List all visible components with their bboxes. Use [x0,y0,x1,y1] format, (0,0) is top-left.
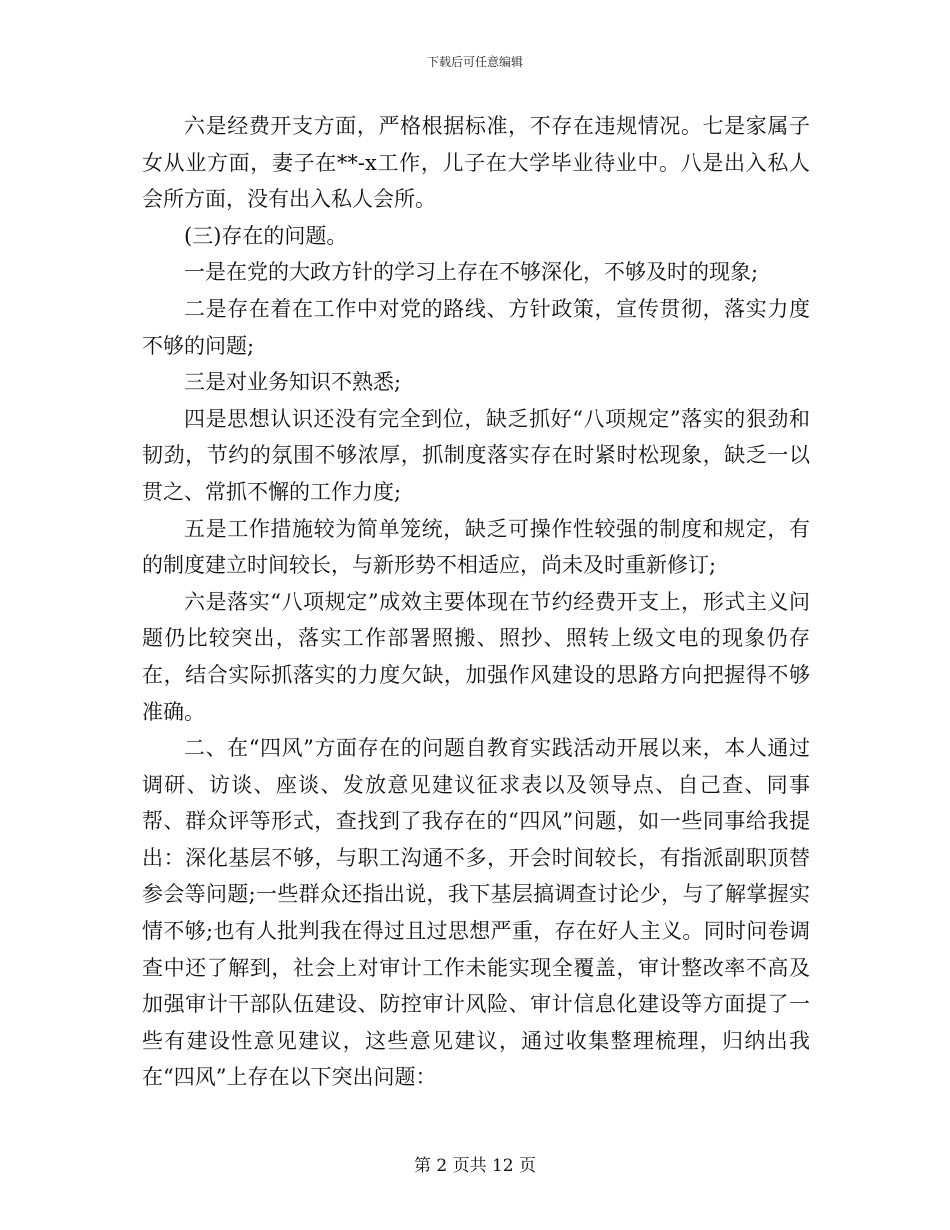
paragraph-problem-5: 五是工作措施较为简单笼统，缺乏可操作性较强的制度和规定，有的制度建立时间较长，与新形势不相适应，尚未及时重新修订; [142,516,810,578]
paragraph-problem-2: 二是存在着在工作中对党的路线、方针政策，宣传贯彻，落实力度不够的问题; [142,296,810,358]
paragraph-four-winds-section: 二、在“四风”方面存在的问题自教育实践活动开展以来，本人通过调研、访谈、座谈、发放意见建议征求表以及领导点、自己查、同事帮、群众评等形式，查找到了我存在的“四风”问题，如一些同事给我提出：深化基层不够，与职工沟通不多，开会时间较长，有指派副职顶替参会等问题;一些群众还指出说，我下基层搞调查讨论少，与了解掌握实情不够;也有人批判我在得过且过思想严重，存在好人主义。同时问卷调查中还了解到，社会上对审计工作未能实现全覆盖，审计整改率不高及加强审计干部队伍建设、防控审计风险、审计信息化建设等方面提了一些有建设性意见建议，这些意见建议，通过收集整理梳理，归纳出我在“四风”上存在以下突出问题： [142,736,810,1090]
paragraph-problem-1: 一是在党的大政方针的学习上存在不够深化，不够及时的现象; [184,260,759,285]
paragraph-problem-3: 三是对业务知识不熟悉; [184,370,402,395]
paragraph-problem-4: 四是思想认识还没有完全到位，缺乏抓好“八项规定”落实的狠劲和韧劲，节约的氛围不够浓厚，抓制度落实存在时紧时松现象，缺乏一以贯之、常抓不懈的工作力度; [142,406,810,504]
page-header-note: 下载后可任意编辑 [426,55,523,69]
page-number: 第 2 页共 12 页 [413,1156,537,1176]
paragraph-expense-family-club: 六是经费开支方面，严格根据标准，不存在违规情况。七是家属子女从业方面，妻子在**-x工作，儿子在大学毕业待业中。八是出入私人会所方面，没有出入私人会所。 [142,114,810,212]
paragraph-problem-6: 六是落实“八项规定”成效主要体现在节约经费开支上，形式主义问题仍比较突出，落实工作部署照搬、照抄、照转上级文电的现象仍存在，结合实际抓落实的力度欠缺，加强作风建设的思路方向把握得不够准确。 [142,589,810,724]
paragraph-section-problems-heading: (三)存在的问题。 [184,223,348,248]
document-body [142,108,810,1096]
